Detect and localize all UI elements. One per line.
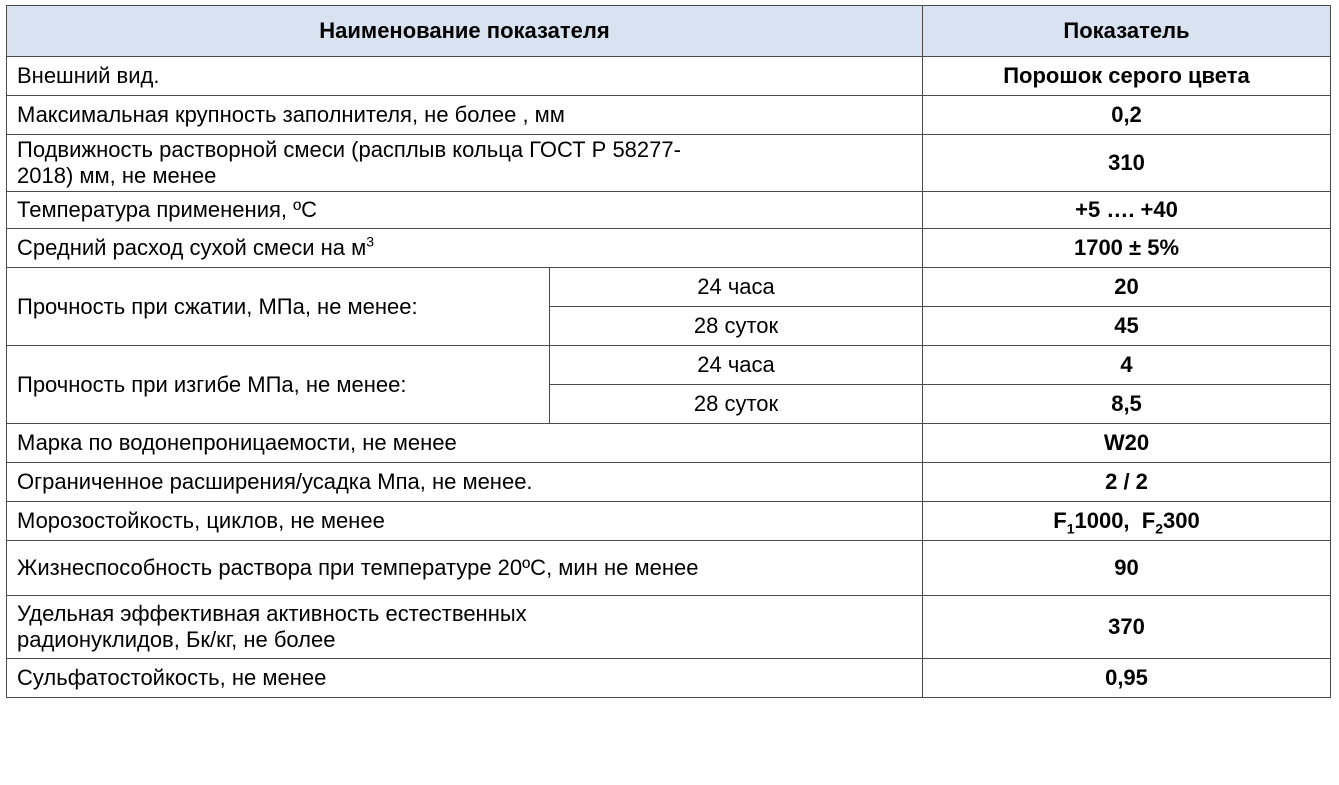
row-label-main: Температура применения, [17,197,294,222]
row-value: 1700 ± 5% [923,229,1331,268]
f2-number: 300 [1163,508,1200,533]
table-row [7,268,1331,307]
row-label-line1: Удельная эффективная активность естественных [17,601,527,626]
row-label: Сульфатостойкость, не менее [7,659,923,698]
superscript: 3 [366,233,375,250]
row-label [7,596,923,659]
table-row [7,96,1331,135]
table-row [7,463,1331,502]
header-value: Показатель [923,6,1331,57]
row-label: Морозостойкость, циклов, не менее [7,502,923,541]
row-value: 0,2 [923,96,1331,135]
row-label: Максимальная крупность заполнителя, не более , мм [7,96,923,135]
row-label [7,229,923,268]
table-row [7,57,1331,96]
unit: С [301,197,318,222]
table-row [7,502,1331,541]
row-value: 20 [923,268,1331,307]
row-label [7,192,923,229]
row-label-line2: радионуклидов, Бк/кг, не более [17,627,336,652]
row-label: Ограниченное расширения/усадка Мпа, не менее. [7,463,923,502]
properties-table [6,5,1331,698]
row-value [923,502,1331,541]
f1-subscript: 1 [1066,520,1075,537]
row-label: Марка по водонепроницаемости, не менее [7,424,923,463]
row-label [7,135,923,192]
row-value: 310 [923,135,1331,192]
row-value: 0,95 [923,659,1331,698]
table-wrapper [6,5,1331,698]
f2-letter: F [1141,508,1156,533]
f2-subscript: 2 [1155,520,1164,537]
row-value: +5 …. +40 [923,192,1331,229]
row-label-line1: Подвижность растворной смеси (расплыв кольца ГОСТ Р 58277- [17,137,681,162]
f1-number: 1000, [1074,508,1130,533]
row-value: W20 [923,424,1331,463]
period-label: 24 часа [550,346,923,385]
row-label: Внешний вид. [7,57,923,96]
table-header-row [7,6,1331,57]
row-value: 2 / 2 [923,463,1331,502]
period-label: 28 суток [550,385,923,424]
row-value: 45 [923,307,1331,346]
row-label: Жизнеспособность раствора при температуре 20ºС, мин не менее [7,541,923,596]
row-value: 4 [923,346,1331,385]
row-value: Порошок серого цвета [923,57,1331,96]
period-label: 28 суток [550,307,923,346]
table-row [7,659,1331,698]
period-label: 24 часа [550,268,923,307]
group-label: Прочность при сжатии, МПа, не менее: [7,268,550,346]
table-row [7,192,1331,229]
row-label-line2: 2018) мм, не менее [17,163,217,188]
degree-sign: º [293,197,302,222]
row-label-main: Средний расход сухой смеси на м [17,235,367,260]
table-row [7,135,1331,192]
row-value: 90 [923,541,1331,596]
f1-letter: F [1053,508,1067,533]
row-value: 370 [923,596,1331,659]
group-label: Прочность при изгибе МПа, не менее: [7,346,550,424]
table-row [7,229,1331,268]
table-row [7,541,1331,596]
row-value: 8,5 [923,385,1331,424]
header-name: Наименование показателя [7,6,923,57]
table-row [7,596,1331,659]
table-row [7,424,1331,463]
table-row [7,346,1331,385]
